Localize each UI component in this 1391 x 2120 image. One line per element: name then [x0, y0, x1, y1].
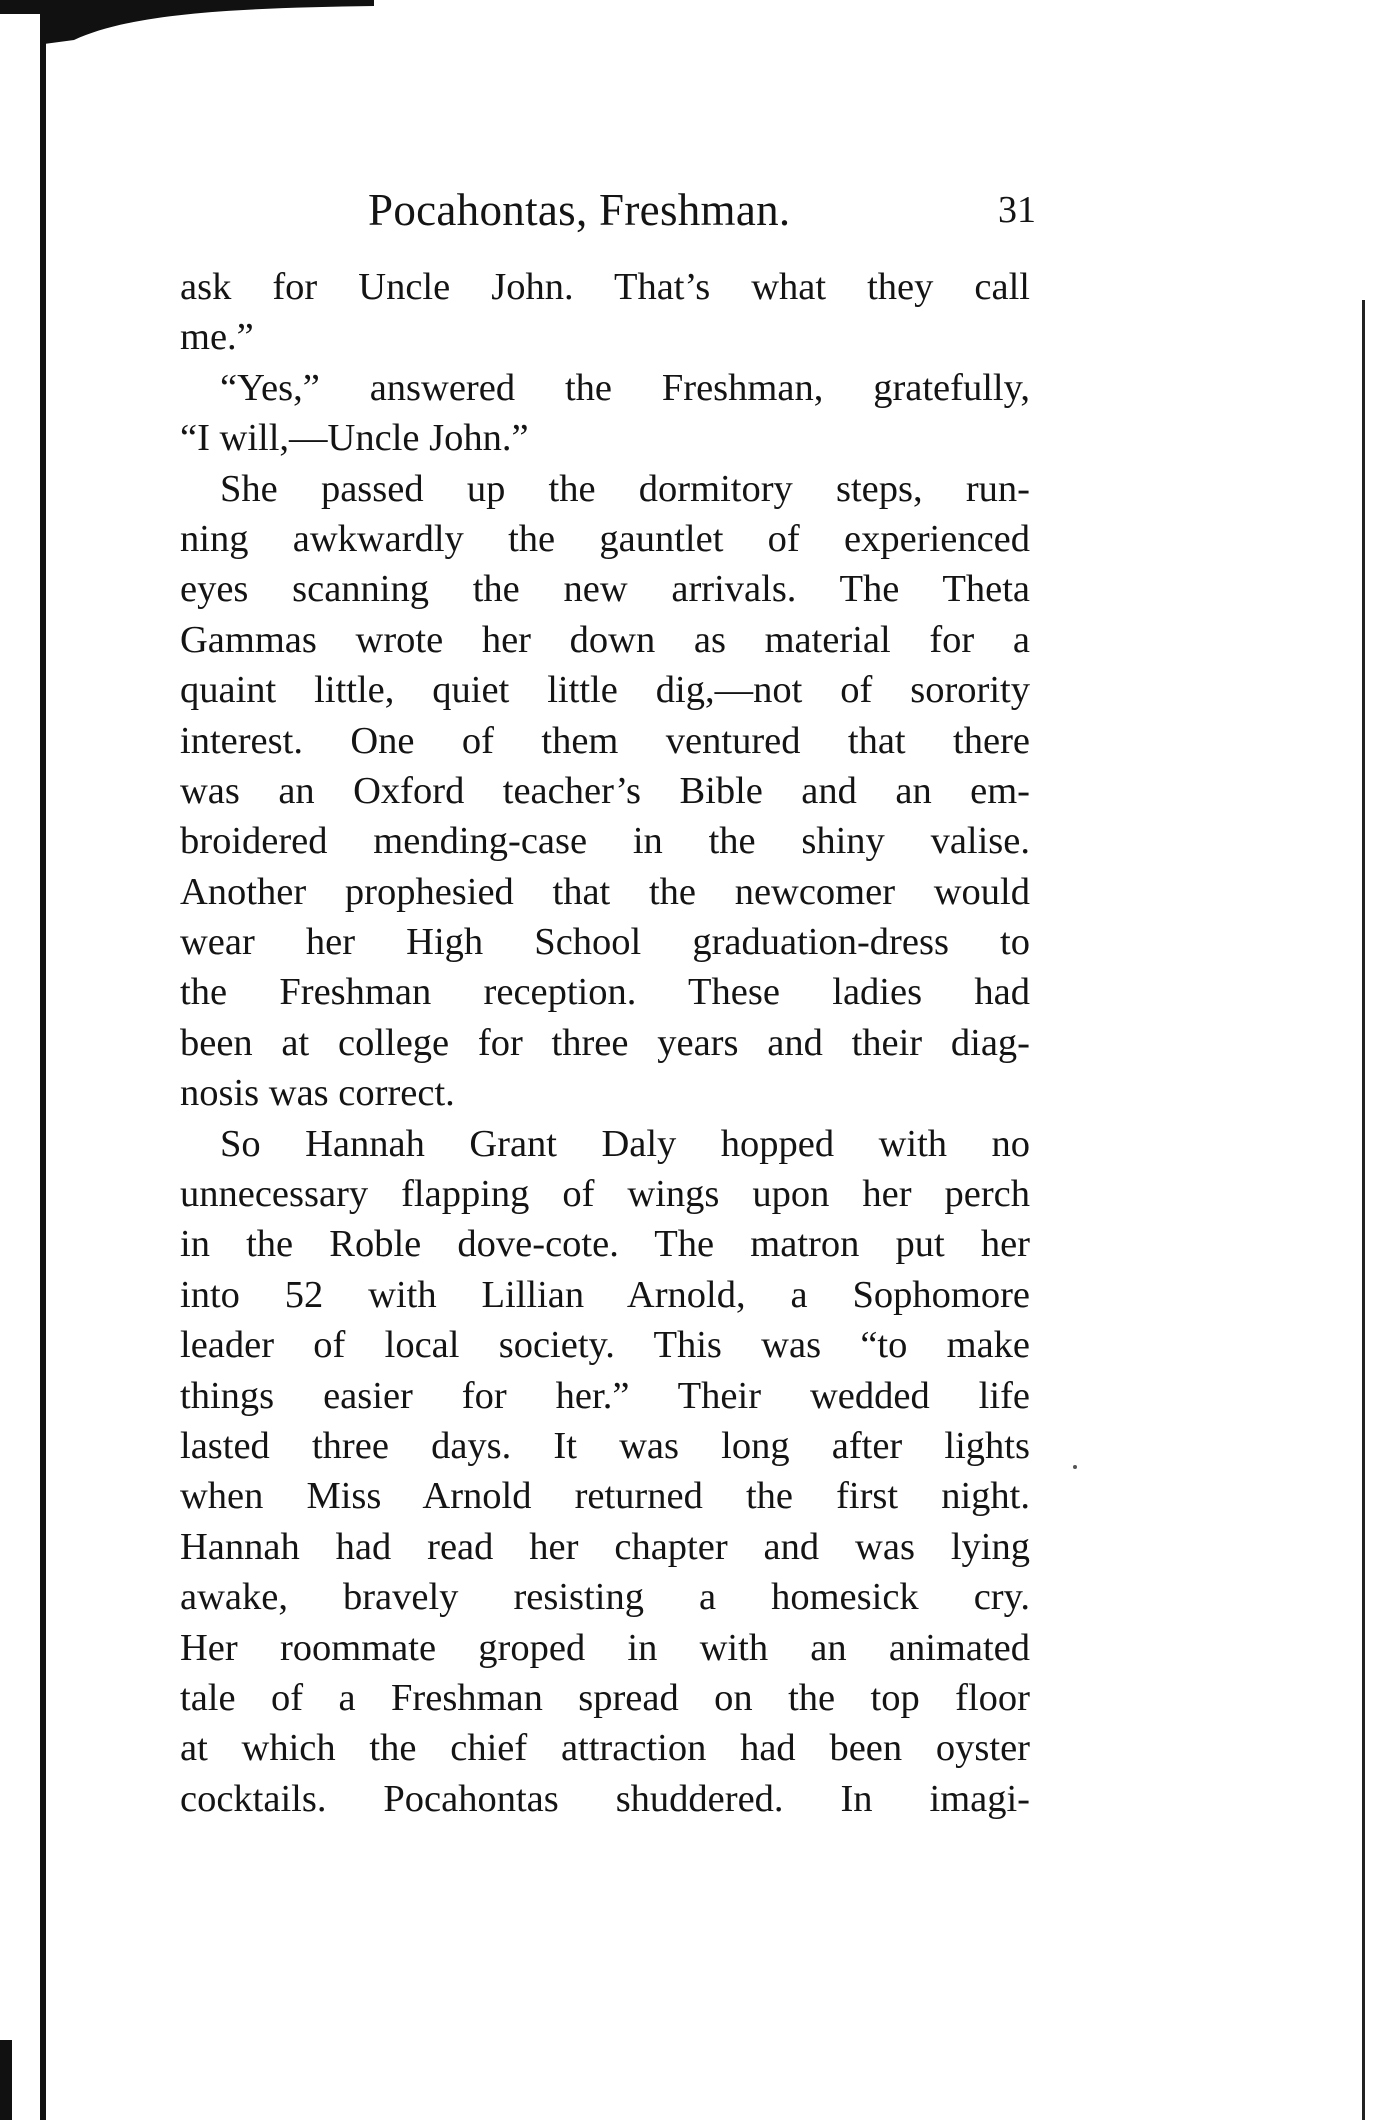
- text-line: in the Roble dove-cote. The matron put her: [180, 1223, 1030, 1266]
- running-head-title: Pocahontas, Freshman.: [368, 185, 791, 235]
- text-line: leader of local society. This was “to make: [180, 1324, 1030, 1367]
- page-number: 31: [998, 189, 1036, 231]
- text-line: at which the chief attraction had been oyster: [180, 1727, 1030, 1770]
- text-line: unnecessary flapping of wings upon her perch: [180, 1173, 1030, 1216]
- text-line: eyes scanning the new arrivals. The Theta: [180, 568, 1030, 611]
- scan-speck: [1073, 1465, 1077, 1469]
- text-line: She passed up the dormitory steps, run-: [220, 467, 1030, 510]
- text-line: Gammas wrote her down as material for a: [180, 618, 1030, 661]
- text-line: nosis was correct.: [180, 1072, 455, 1115]
- text-line: awake, bravely resisting a homesick cry.: [180, 1576, 1030, 1619]
- text-line: the Freshman reception. These ladies had: [180, 971, 1030, 1014]
- text-line: Her roommate groped in with an animated: [180, 1626, 1030, 1669]
- text-line: tale of a Freshman spread on the top floor: [180, 1676, 1030, 1719]
- scan-edge-right: [1362, 300, 1365, 2120]
- text-line: ask for Uncle John. That’s what they call: [180, 266, 1030, 308]
- text-line: “Yes,” answered the Freshman, gratefully,: [220, 366, 1030, 409]
- text-line: broidered mending-case in the shiny valise.: [180, 820, 1030, 863]
- text-line: cocktails. Pocahontas shuddered. In imagi-: [180, 1777, 1030, 1820]
- text-line: “I will,—Uncle John.”: [180, 417, 529, 460]
- text-line: wear her High School graduation-dress to: [180, 921, 1030, 964]
- text-line: was an Oxford teacher’s Bible and an em-: [180, 769, 1030, 812]
- text-line: Hannah had read her chapter and was lying: [180, 1525, 1030, 1568]
- text-line: me.”: [180, 316, 254, 359]
- scan-edge-left: [40, 0, 46, 2120]
- text-line: things easier for her.” Their wedded life: [180, 1374, 1030, 1417]
- text-line: quaint little, quiet little dig,—not of sorority: [180, 669, 1030, 712]
- text-line: been at college for three years and their diag-: [180, 1021, 1030, 1064]
- text-line: interest. One of them ventured that there: [180, 719, 1030, 762]
- text-line: So Hannah Grant Daly hopped with no: [220, 1122, 1030, 1165]
- text-line: when Miss Arnold returned the first night.: [180, 1475, 1030, 1518]
- running-head: [180, 184, 1038, 244]
- scan-edge-top-curve: [44, 0, 374, 44]
- scan-edge-bottom-left: [0, 2040, 12, 2120]
- text-line: ning awkwardly the gauntlet of experienced: [180, 517, 1030, 560]
- text-line: lasted three days. It was long after lights: [180, 1424, 1030, 1467]
- text-line: into 52 with Lillian Arnold, a Sophomore: [180, 1273, 1030, 1316]
- text-line: Another prophesied that the newcomer would: [180, 870, 1030, 913]
- body-text: [180, 262, 1030, 1824]
